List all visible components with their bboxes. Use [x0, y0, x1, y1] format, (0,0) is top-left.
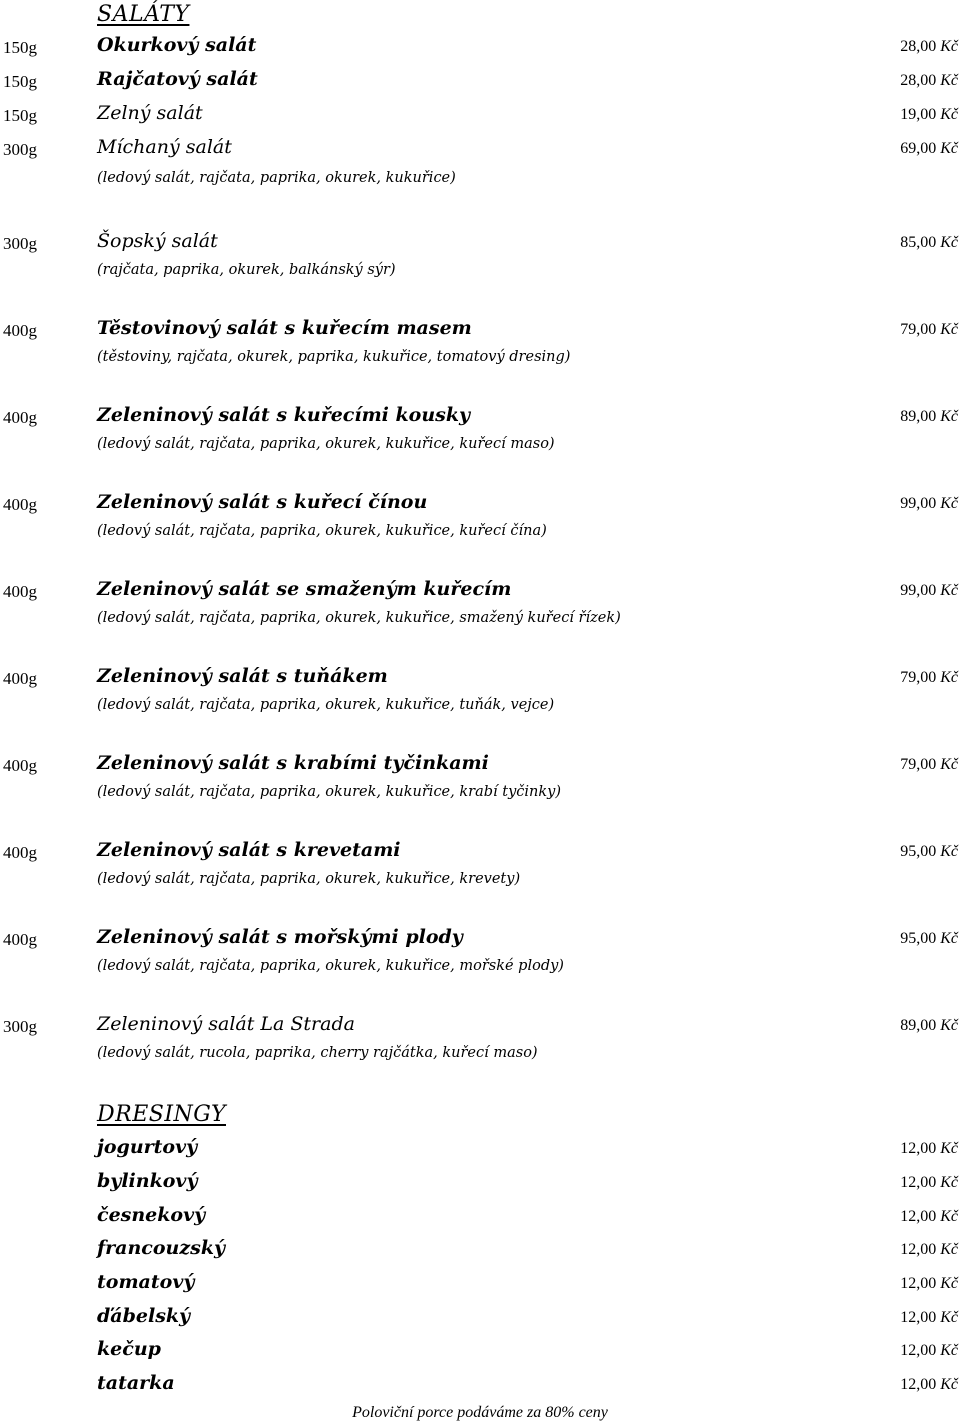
item-name: Zelný salát — [97, 102, 203, 124]
item-price: 79,00 Kč — [900, 756, 958, 773]
dressing-price: 12,00 Kč — [900, 1342, 958, 1359]
menu-item — [0, 926, 960, 956]
item-price: 28,00 Kč — [900, 72, 958, 89]
item-price: 85,00 Kč — [900, 234, 958, 251]
salads-heading: SALÁTY — [97, 2, 190, 27]
item-name: Zeleninový salát s kuřecí čínou — [97, 491, 428, 513]
menu-item — [0, 839, 960, 869]
dressings-heading: DRESINGY — [97, 1102, 226, 1127]
dressing-price: 12,00 Kč — [900, 1174, 958, 1191]
item-price: 28,00 Kč — [900, 38, 958, 55]
dressing-item — [0, 1204, 960, 1234]
item-description: (těstoviny, rajčata, okurek, paprika, kukuřice, tomatový dresing) — [97, 349, 571, 365]
dressing-name: tomatový — [97, 1271, 195, 1293]
item-price: 99,00 Kč — [900, 495, 958, 512]
item-description: (ledový salát, rajčata, paprika, okurek, kukuřice, krevety) — [97, 871, 521, 887]
menu-item — [0, 136, 960, 166]
item-weight: 400g — [3, 756, 37, 775]
item-price: 69,00 Kč — [900, 140, 958, 157]
dressing-item — [0, 1305, 960, 1335]
dressing-item — [0, 1237, 960, 1267]
item-name: Zeleninový salát se smaženým kuřecím — [97, 578, 512, 600]
item-description: (ledový salát, rajčata, paprika, okurek, kukuřice, tuňák, vejce) — [97, 697, 555, 713]
dressing-price: 12,00 Kč — [900, 1241, 958, 1258]
item-name: Rajčatový salát — [97, 68, 258, 90]
dressing-price: 12,00 Kč — [900, 1140, 958, 1157]
dressing-name: ďábelský — [97, 1305, 191, 1327]
item-name: Těstovinový salát s kuřecím masem — [97, 317, 472, 339]
menu-item — [0, 1013, 960, 1043]
item-description: (ledový salát, rajčata, paprika, okurek, kukuřice, kuřecí maso) — [97, 436, 555, 452]
dressing-name: jogurtový — [97, 1136, 198, 1158]
half-portion-note: Poloviční porce podáváme za 80% ceny — [352, 1404, 608, 1421]
dressing-name: kečup — [97, 1338, 161, 1360]
item-weight: 150g — [3, 38, 37, 57]
menu-item — [0, 578, 960, 608]
item-description: (ledový salát, rajčata, paprika, okurek, kukuřice) — [97, 170, 456, 186]
dressing-price: 12,00 Kč — [900, 1309, 958, 1326]
item-name: Zeleninový salát La Strada — [97, 1013, 355, 1035]
dressing-name: tatarka — [97, 1372, 175, 1394]
item-weight: 400g — [3, 582, 37, 601]
item-price: 79,00 Kč — [900, 669, 958, 686]
item-weight: 150g — [3, 72, 37, 91]
item-weight: 300g — [3, 140, 37, 159]
item-price: 19,00 Kč — [900, 106, 958, 123]
item-description: (ledový salát, rajčata, paprika, okurek, kukuřice, kuřecí čína) — [97, 523, 547, 539]
menu-item — [0, 752, 960, 782]
dressing-name: česnekový — [97, 1204, 206, 1226]
dressing-price: 12,00 Kč — [900, 1376, 958, 1393]
item-weight: 300g — [3, 234, 37, 253]
menu-item — [0, 665, 960, 695]
item-price: 89,00 Kč — [900, 1017, 958, 1034]
item-weight: 400g — [3, 495, 37, 514]
menu-item — [0, 230, 960, 260]
item-name: Okurkový salát — [97, 34, 257, 56]
dressing-price: 12,00 Kč — [900, 1208, 958, 1225]
item-weight: 400g — [3, 669, 37, 688]
dressing-item — [0, 1372, 960, 1402]
item-weight: 400g — [3, 408, 37, 427]
menu-item — [0, 68, 960, 98]
item-price: 99,00 Kč — [900, 582, 958, 599]
menu-item — [0, 491, 960, 521]
item-weight: 300g — [3, 1017, 37, 1036]
item-name: Zeleninový salát s mořskými plody — [97, 926, 463, 948]
item-price: 89,00 Kč — [900, 408, 958, 425]
dressing-item — [0, 1170, 960, 1200]
menu-item — [0, 102, 960, 132]
menu-item — [0, 317, 960, 347]
item-description: (ledový salát, rajčata, paprika, okurek, kukuřice, mořské plody) — [97, 958, 564, 974]
menu-item — [0, 404, 960, 434]
dressing-price: 12,00 Kč — [900, 1275, 958, 1292]
item-weight: 400g — [3, 321, 37, 340]
item-name: Šopský salát — [97, 230, 218, 252]
item-description: (ledový salát, rajčata, paprika, okurek, kukuřice, krabí tyčinky) — [97, 784, 561, 800]
dressing-item — [0, 1338, 960, 1368]
dressing-name: francouzský — [97, 1237, 226, 1259]
item-weight: 400g — [3, 930, 37, 949]
menu-item — [0, 34, 960, 64]
item-weight: 400g — [3, 843, 37, 862]
item-description: (ledový salát, rucola, paprika, cherry rajčátka, kuřecí maso) — [97, 1045, 538, 1061]
item-name: Zeleninový salát s kuřecími kousky — [97, 404, 471, 426]
item-name: Zeleninový salát s tuňákem — [97, 665, 388, 687]
item-description: (rajčata, paprika, okurek, balkánský sýr) — [97, 262, 396, 278]
item-name: Zeleninový salát s krabími tyčinkami — [97, 752, 489, 774]
dressing-name: bylinkový — [97, 1170, 198, 1192]
item-price: 95,00 Kč — [900, 930, 958, 947]
item-name: Míchaný salát — [97, 136, 232, 158]
item-name: Zeleninový salát s krevetami — [97, 839, 401, 861]
dressing-item — [0, 1136, 960, 1166]
item-weight: 150g — [3, 106, 37, 125]
dressing-item — [0, 1271, 960, 1301]
item-price: 79,00 Kč — [900, 321, 958, 338]
item-price: 95,00 Kč — [900, 843, 958, 860]
item-description: (ledový salát, rajčata, paprika, okurek, kukuřice, smažený kuřecí řízek) — [97, 610, 621, 626]
